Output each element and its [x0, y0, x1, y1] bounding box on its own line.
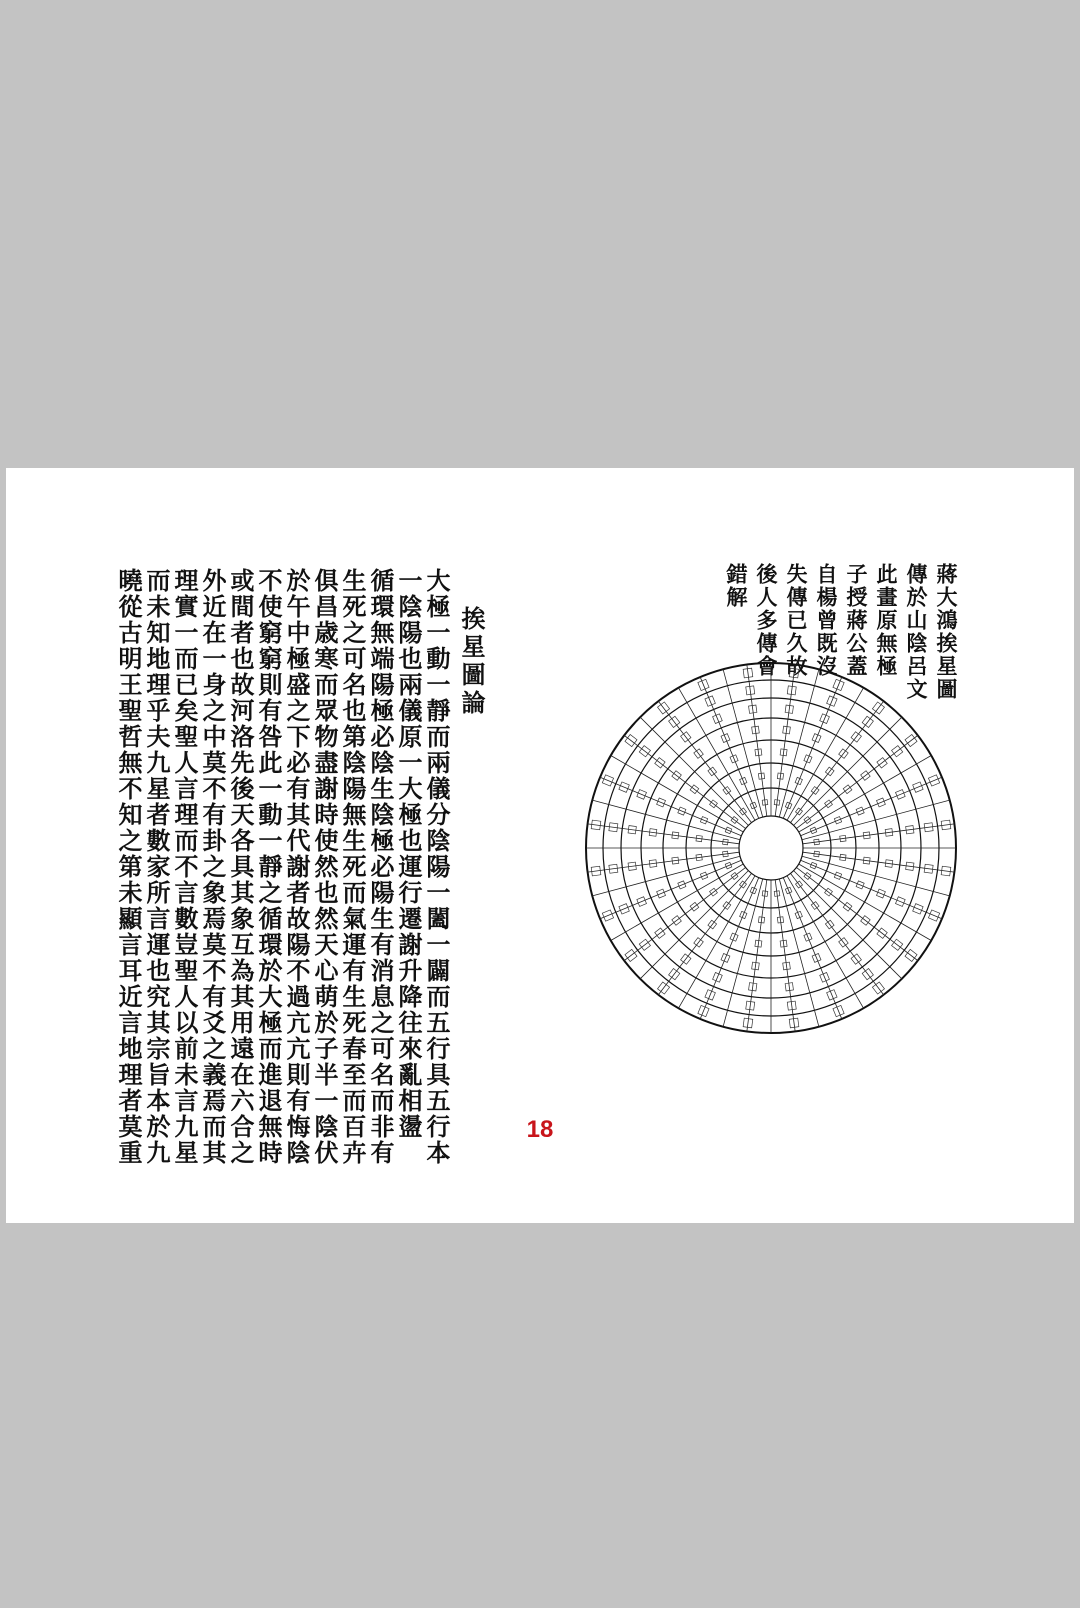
compass-spoke [600, 777, 741, 836]
caption-column: 此畫原無極 [874, 563, 899, 678]
caption-column: 蔣大鴻挨星圖 [934, 563, 959, 701]
compass-spoke [794, 871, 902, 979]
essay-text [101, 568, 501, 1166]
caption-column: 失傳已久故 [784, 563, 809, 678]
essay-column: 或間者也故河洛先後天各具其象互為其用遠在六合之 [226, 568, 255, 1166]
compass-spoke [640, 871, 748, 979]
essay-column: 生死之可名也第陰陽無生死而氣運有生死春至而百卉 [338, 568, 367, 1166]
essay-column: 大極一動一靜而兩儀分陰陽一闔一闢而五行具五行本 [422, 568, 451, 1166]
caption-column: 子授蔣公蓋 [844, 563, 869, 678]
compass-spoke [600, 860, 741, 919]
essay-column: 於午中極盛之下必有其代謝者故陽不過亢亢則有悔陰 [282, 568, 311, 1166]
caption-column: 自楊曾既沒 [814, 563, 839, 678]
essay-column: 不使窮窮則有咎此一動一靜之循環於大極而進退無時 [254, 568, 283, 1166]
caption-column: 傳於山陰呂文 [904, 563, 929, 701]
compass-spoke [783, 878, 842, 1019]
essay-column: 一陰陽也兩儀原一大極也運行遷謝升降往來亂相盪 [394, 568, 423, 1140]
compass-diagram [581, 658, 961, 1038]
book-page [6, 468, 1074, 1223]
compass-ring [739, 816, 803, 880]
essay-column: 俱昌歳寒而眾物盡謝時使然也然天心萌於子半一陰伏 [310, 568, 339, 1166]
compass-spoke [801, 860, 942, 919]
compass-spoke [700, 677, 759, 818]
compass-spoke [794, 717, 902, 825]
essay-column: 外近在一身之中莫不有卦之象焉莫不有爻之義焉而其 [198, 568, 227, 1166]
essay-column: 曉從古明王聖哲無不知之第未顯言耳近言地理者莫重 [114, 568, 143, 1166]
caption-column: 錯解 [724, 563, 749, 609]
compass-spoke [700, 878, 759, 1019]
essay-column: 理實一而已矣聖人言理而不言數豈聖人以前未言九星 [170, 568, 199, 1166]
essay-title: 挨星圖論 [457, 606, 486, 718]
compass-spoke [783, 677, 842, 818]
caption-column: 後人多傳會 [754, 563, 779, 678]
essay-column: 而未知地理乎夫九星者數家所言運也究其宗旨本於九 [142, 568, 171, 1166]
page-number: 18 [526, 1116, 554, 1143]
compass-spoke [801, 777, 942, 836]
compass-spoke [640, 717, 748, 825]
essay-column: 循環無端陽極必陰生陰極必陽生有消息之可名而非有 [366, 568, 395, 1166]
